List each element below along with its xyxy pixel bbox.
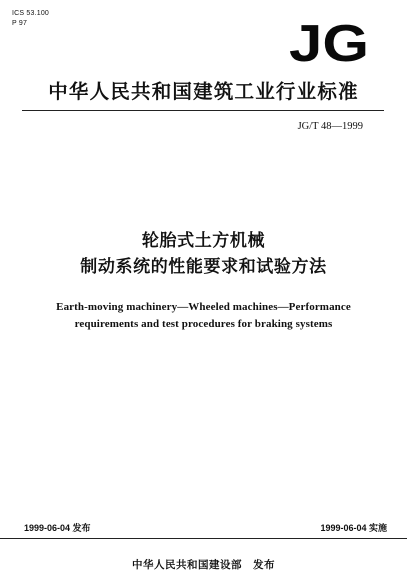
footer-divider — [0, 538, 407, 539]
issue-date: 1999-06-04 发布 — [24, 523, 91, 533]
classification-codes — [12, 9, 49, 29]
chinese-title-line-2: 制动系统的性能要求和试验方法 — [80, 257, 327, 277]
standard-number: JG/T 48—1999 — [297, 121, 363, 132]
jg-logo-text: JG — [289, 20, 369, 64]
chinese-title-line-1: 轮胎式土方机械 — [141, 231, 266, 251]
standard-category-title: 中华人民共和国建筑工业行业标准 — [48, 80, 359, 103]
implementation-date: 1999-06-04 实施 — [320, 523, 387, 533]
english-title-line-2: requirements and test procedures for braking systems — [74, 318, 333, 330]
header-divider — [22, 110, 384, 111]
ics-code: ICS 53.100 — [12, 10, 50, 17]
publisher: 中华人民共和国建设部 发布 — [132, 559, 275, 571]
jg-logo — [287, 20, 371, 64]
english-title-line-1: Earth-moving machinery—Wheeled machines—Performance — [56, 301, 351, 313]
ccs-code: P 97 — [12, 20, 28, 27]
